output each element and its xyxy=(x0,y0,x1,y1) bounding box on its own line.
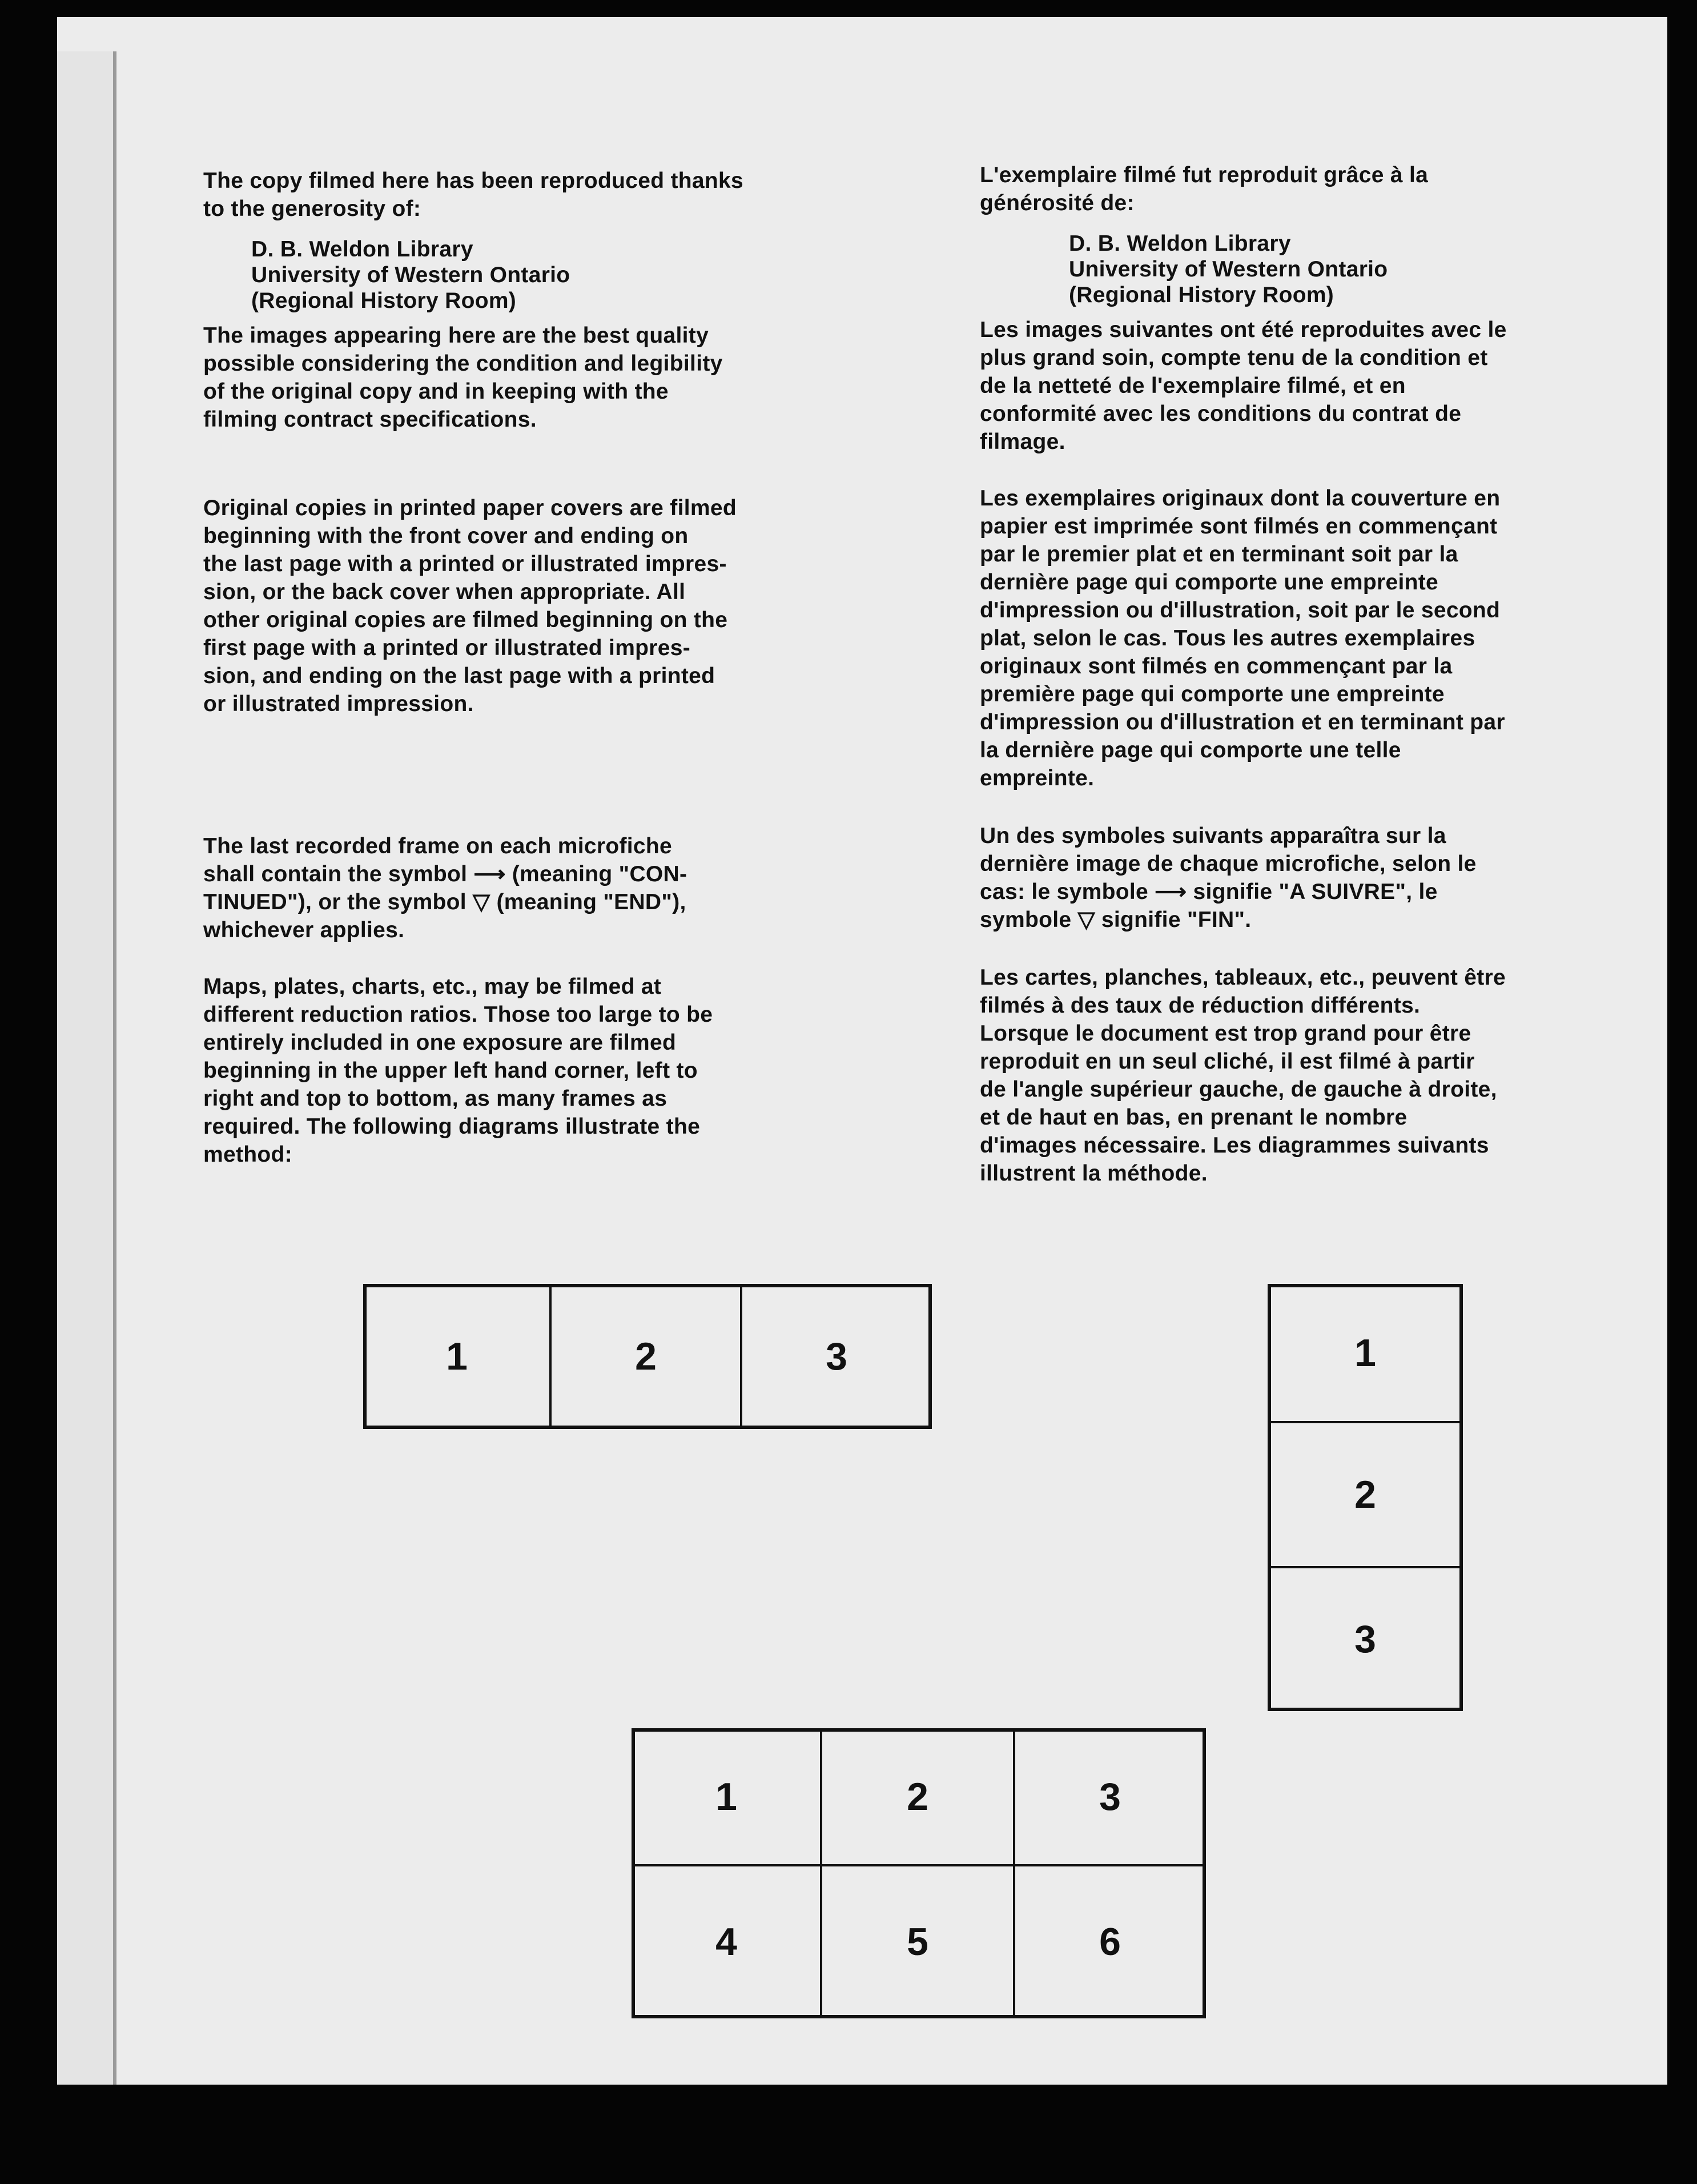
diagram-frame-2: 2 xyxy=(1354,1473,1376,1516)
english-intro: The copy filmed here has been reproduced thanks to the generosity of: xyxy=(203,168,744,221)
english-quality-paragraph: The images appearing here are the best quality possible considering the condition and legibility of the original copy and in keeping with the filming contract specifications. xyxy=(203,323,723,432)
page-edge-strip xyxy=(57,51,116,2085)
french-column xyxy=(980,161,1665,1187)
diagram-frame-3: 3 xyxy=(826,1335,847,1378)
horizontal-frame-diagram xyxy=(363,1284,932,1429)
diagram-frame-3: 3 xyxy=(1099,1775,1121,1818)
english-maps-paragraph: Maps, plates, charts, etc., may be filmed at different reduction ratios. Those too large to be entirely included in one exposure are filmed beginning in the upper left hand corner, left to right and top to bottom, as many frames as required. The following diagrams illustrate the method: xyxy=(203,974,713,1167)
grid-frame-diagram xyxy=(632,1728,1206,2018)
diagram-frame-5: 5 xyxy=(907,1920,928,1964)
french-original-copies-paragraph: Les exemplaires originaux dont la couverture en papier est imprimée sont filmés en commençant par le premier plat et en terminant soit par la dernière page qui comporte une empreinte d'impression ou d'illustration, soit par le second plat, selon le cas. Tous les autres exemplaires originaux sont filmés en commençant par la première page qui comporte une empreinte d'impression ou d'illustration et en terminant par la dernière page qui comporte une telle empreinte. xyxy=(980,486,1505,790)
diagram-frame-2: 2 xyxy=(907,1775,928,1818)
french-quality-paragraph: Les images suivantes ont été reproduites avec le plus grand soin, compte tenu de la condition et de la netteté de l'exemplaire filmé, et en conformité avec les conditions du contrat de filmage. xyxy=(980,318,1507,454)
english-library-address: D. B. Weldon Library University of Western Ontario (Regional History Room) xyxy=(251,237,570,313)
french-library-address: D. B. Weldon Library University of Western Ontario (Regional History Room) xyxy=(1069,231,1388,307)
diagram-frame-1: 1 xyxy=(715,1775,737,1818)
french-maps-paragraph: Les cartes, planches, tableaux, etc., peuvent être filmés à des taux de réduction différents. Lorsque le document est trop grand pour être reproduit en un seul cliché, il est filmé à partir de l'angle supérieur gauche, de gauche à droite, et de haut en bas, en prenant le nombre d'images nécessaire. Les diagrammes suivants illustrent la méthode. xyxy=(980,965,1506,1186)
diagram-frame-3: 3 xyxy=(1354,1617,1376,1661)
diagram-frame-1: 1 xyxy=(1354,1331,1376,1375)
english-frame-symbol-paragraph: The last recorded frame on each microfiche shall contain the symbol ⟶ (meaning "CON- TINUED"), or the symbol ▽ (meaning "END"), whichever applies. xyxy=(203,834,687,942)
diagram-frame-1: 1 xyxy=(446,1335,468,1378)
english-original-copies-paragraph: Original copies in printed paper covers are filmed beginning with the front cover and ending on the last page with a printed or illustrated impres- sion, or the back cover when appropriate. All other original copies are filmed beginning on the first page with a printed or illustrated impres- sion, and ending on the last page with a printed or illustrated impression. xyxy=(203,496,737,716)
french-intro: L'exemplaire filmé fut reproduit grâce à la générosité de: xyxy=(980,163,1429,215)
english-column xyxy=(203,167,888,1169)
diagram-frame-4: 4 xyxy=(715,1920,737,1964)
diagram-frame-6: 6 xyxy=(1099,1920,1121,1964)
diagram-frame-2: 2 xyxy=(635,1335,657,1378)
vertical-frame-diagram xyxy=(1268,1284,1463,1711)
french-frame-symbol-paragraph: Un des symboles suivants apparaîtra sur la dernière image de chaque microfiche, selon le cas: le symbole ⟶ signifie "A SUIVRE", le symbole ▽ signifie "FIN". xyxy=(980,824,1477,932)
